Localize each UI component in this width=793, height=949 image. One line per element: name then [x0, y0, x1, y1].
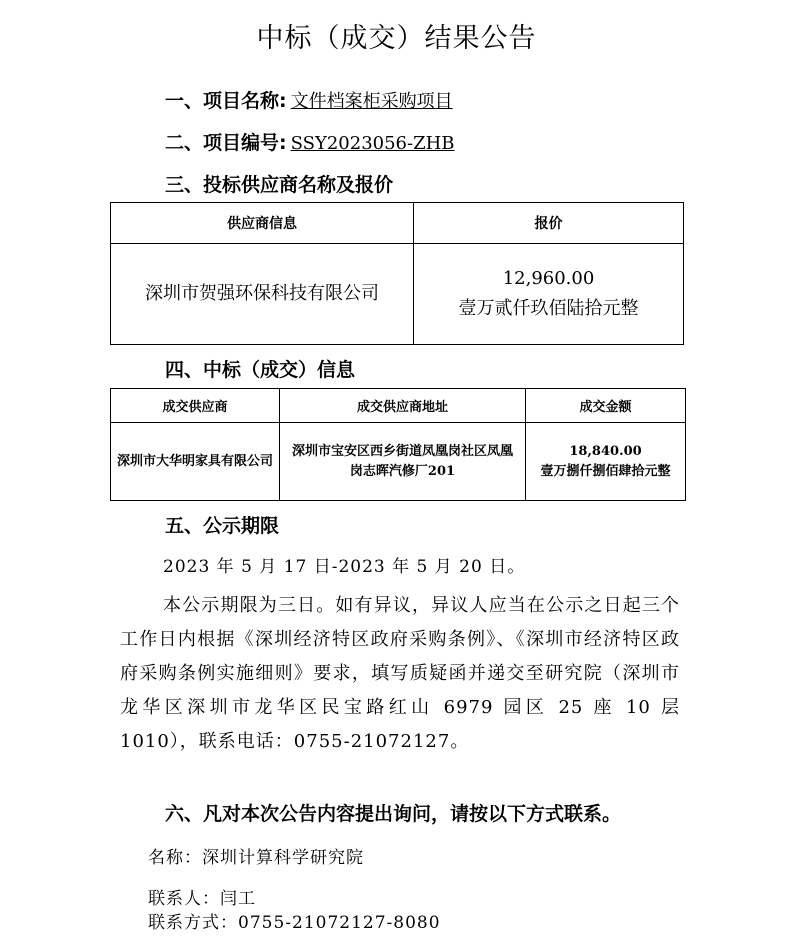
- award-table-header-supplier: 成交供应商: [111, 389, 280, 423]
- award-supplier-cell: 深圳市大华明家具有限公司: [111, 423, 280, 501]
- award-table-header-row: [111, 389, 686, 423]
- project-number-value: SSY2023056-ZHB: [290, 133, 455, 154]
- award-table-header-address: 成交供应商地址: [280, 389, 526, 423]
- project-number-label: 二、项目编号:: [165, 132, 287, 154]
- project-name-label: 一、项目名称:: [165, 90, 287, 112]
- bidders-heading: 三、投标供应商名称及报价: [165, 174, 394, 196]
- table-row: [111, 244, 684, 345]
- award-amount-chinese: 壹万捌仟捌佰肆拾元整: [540, 463, 671, 479]
- project-name-value: 文件档案柜采购项目: [290, 91, 453, 112]
- award-heading: 四、中标（成交）信息: [165, 359, 356, 381]
- contact-org-name: 名称：深圳计算科学研究院: [148, 848, 364, 868]
- contact-heading: 六、凡对本次公告内容提出询问，请按以下方式联系。: [165, 803, 622, 825]
- award-table: [110, 388, 686, 501]
- bid-supplier-cell: 深圳市贺强环保科技有限公司: [111, 244, 414, 345]
- bid-price-cell: [414, 244, 684, 345]
- bid-price-number: 12,960.00: [502, 268, 595, 289]
- bid-table-header-supplier: 供应商信息: [111, 203, 414, 244]
- award-amount-cell: [526, 423, 686, 501]
- publicity-period-dates: 2023 年 5 月 17 日-2023 年 5 月 20 日。: [163, 557, 526, 577]
- award-amount-number: 18,840.00: [569, 443, 642, 459]
- bid-table: [110, 202, 684, 345]
- table-row: [111, 423, 686, 501]
- page-title: 中标（成交）结果公告: [256, 23, 537, 54]
- contact-phone: 联系方式：0755-21072127-8080: [148, 913, 441, 933]
- bid-price-chinese: 壹万贰仟玖佰陆拾元整: [458, 298, 639, 319]
- publicity-period-heading: 五、公示期限: [165, 515, 280, 537]
- contact-person: 联系人：闫工: [148, 889, 256, 909]
- award-address-cell: 深圳市宝安区西乡街道凤凰岗社区凤凰岗志晖汽修厂201: [280, 423, 526, 501]
- bid-table-header-price: 报价: [414, 203, 684, 244]
- objection-notice: 本公示期限为三日。如有异议，异议人应当在公示之日起三个工作日内根据《深圳经济特区政府采购条例》、《深圳市经济特区政府采购条例实施细则》要求，填写质疑函并递交至研究院（深圳市龙华区深圳市龙华区民宝路红山 6979 园区 25 座 10 层 1010），联系电话：0755-21072127。: [120, 595, 680, 752]
- project-name-heading: [165, 86, 453, 113]
- bid-table-header-row: [111, 203, 684, 244]
- award-table-header-amount: 成交金额: [526, 389, 686, 423]
- project-number-heading: [165, 128, 455, 155]
